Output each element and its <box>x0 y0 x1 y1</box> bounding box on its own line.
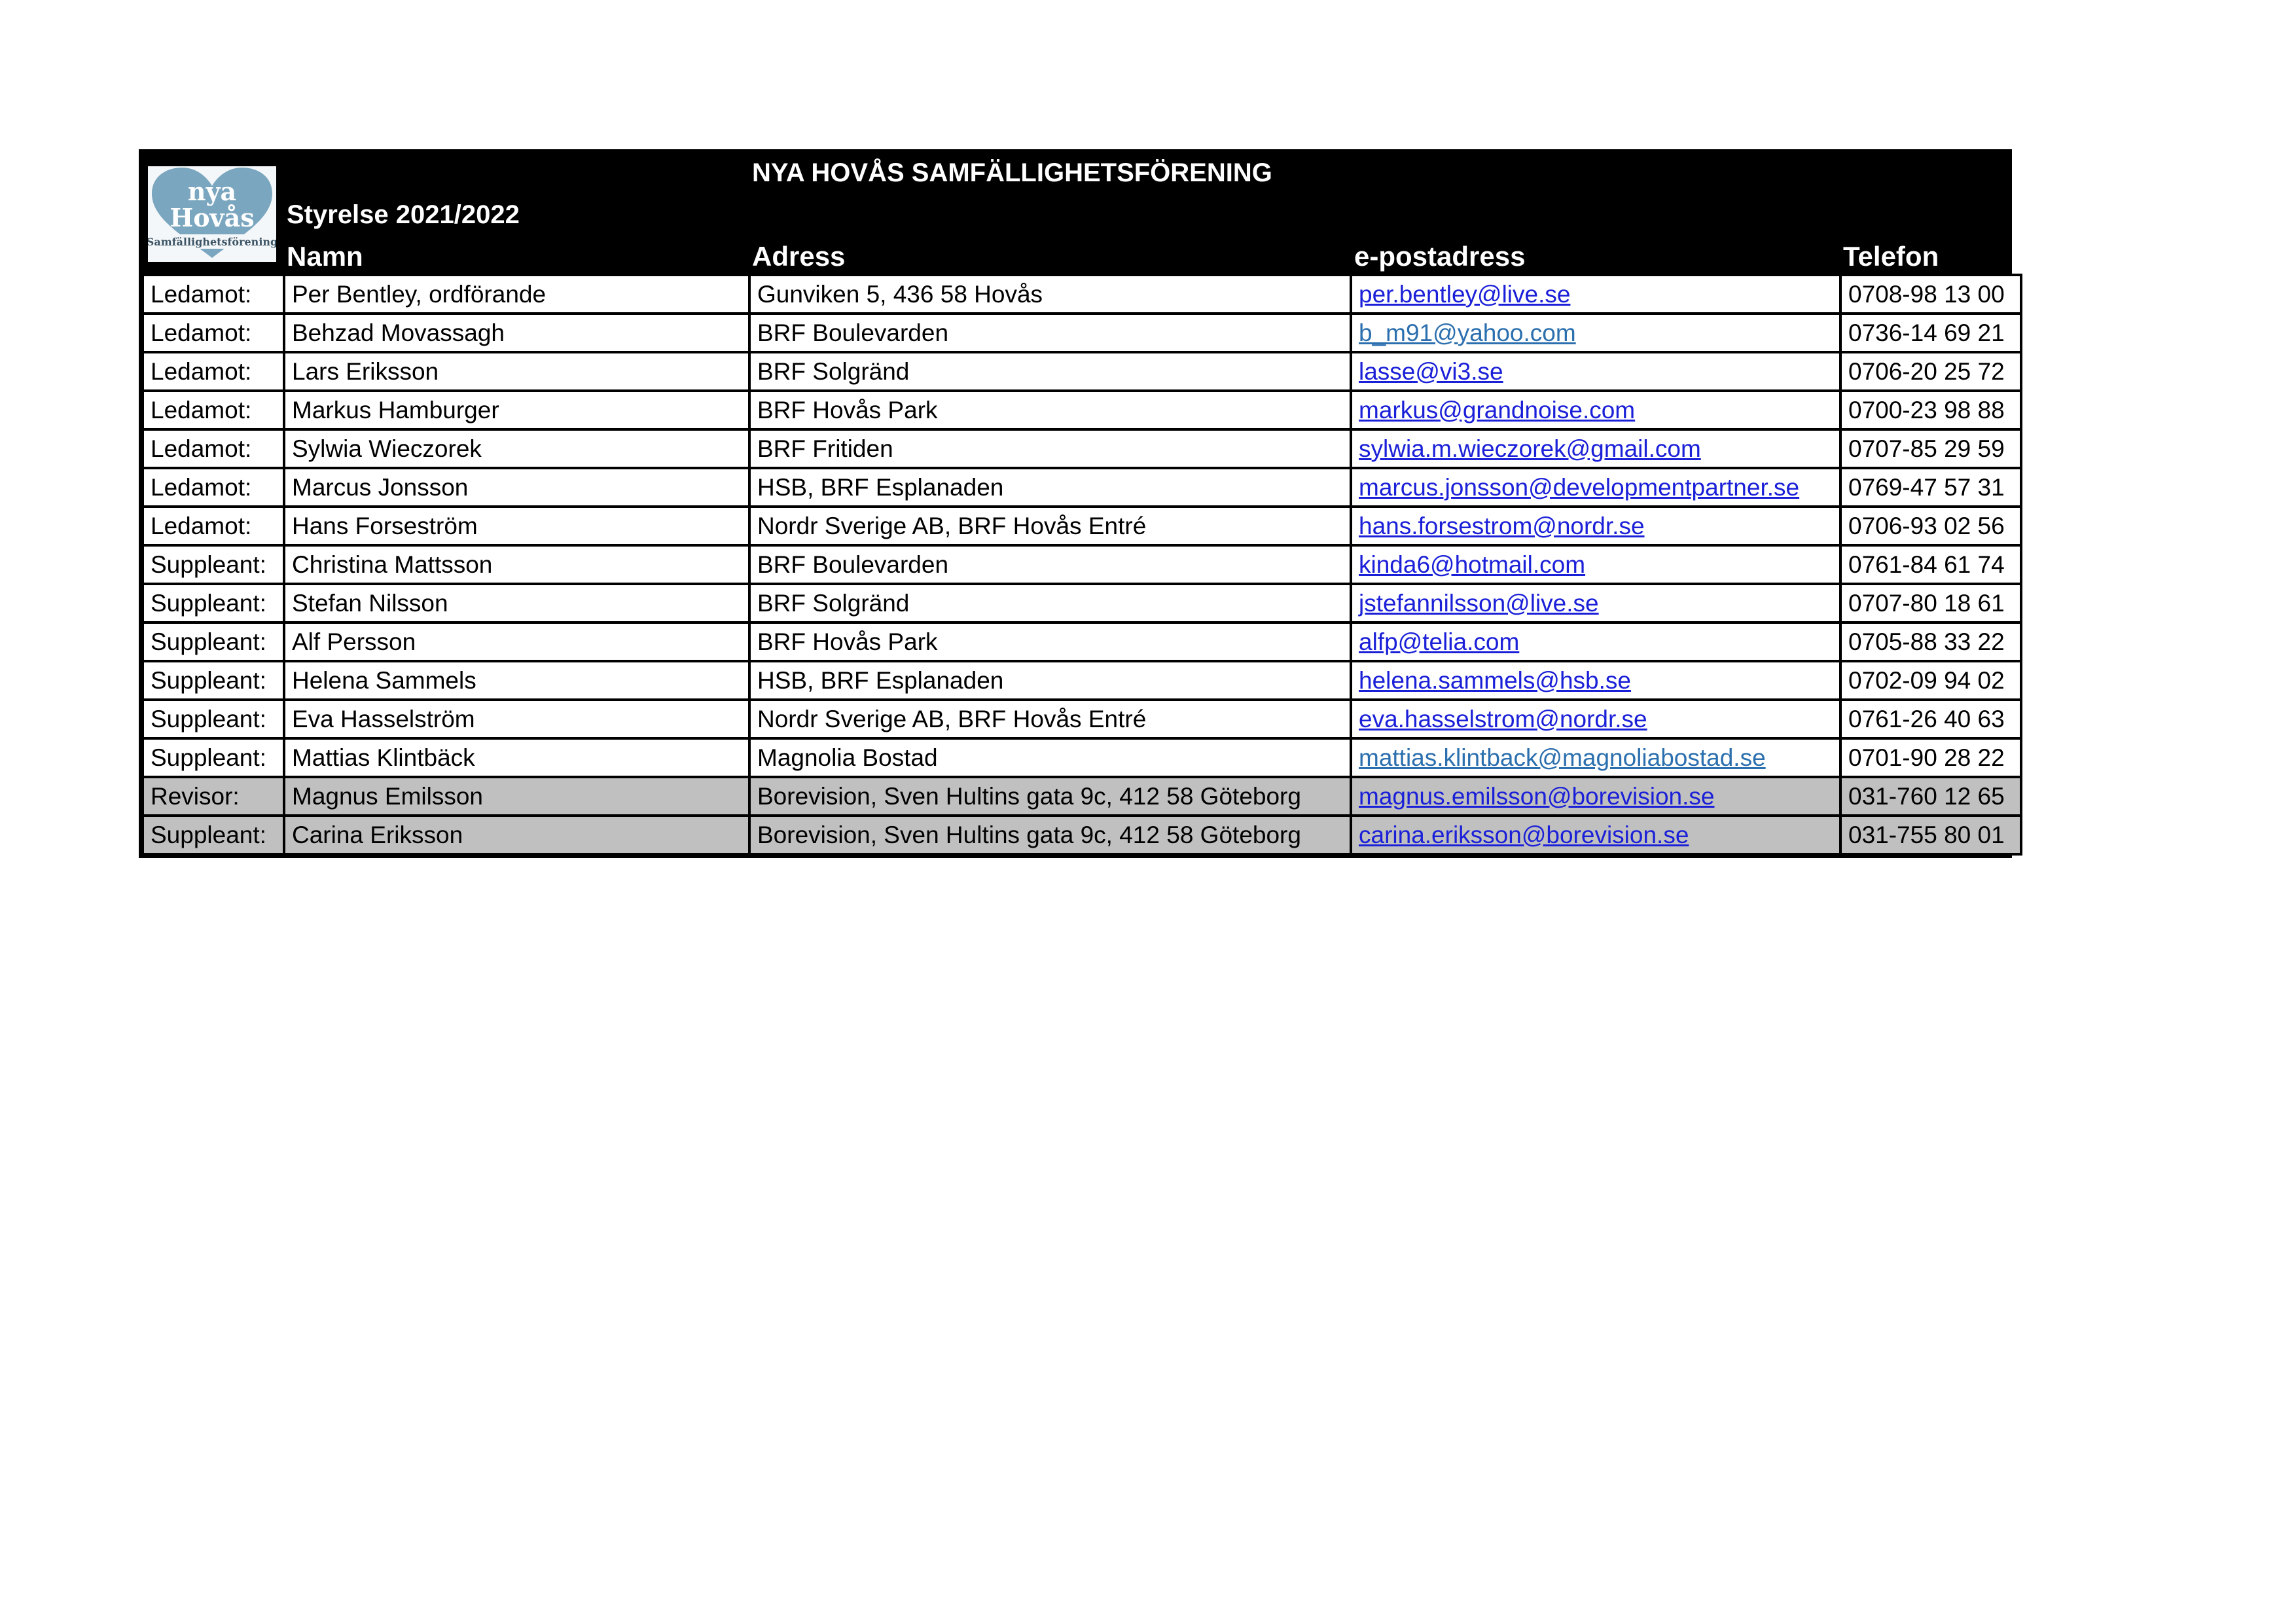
role-cell: Suppleant: <box>143 661 284 700</box>
address-cell: BRF Boulevarden <box>749 314 1351 352</box>
role-cell: Ledamot: <box>143 429 284 468</box>
phone-cell: 0702-09 94 02 <box>1840 661 2021 700</box>
address-cell: HSB, BRF Esplanaden <box>749 468 1351 507</box>
column-header-email: e-postadress <box>1354 241 1526 272</box>
email-link[interactable]: jstefannilsson@live.se <box>1351 584 1840 623</box>
role-cell: Ledamot: <box>143 314 284 352</box>
table-row <box>143 661 2021 700</box>
table-row <box>143 777 2021 816</box>
name-cell: Stefan Nilsson <box>284 584 749 623</box>
address-cell: HSB, BRF Esplanaden <box>749 661 1351 700</box>
role-cell: Ledamot: <box>143 391 284 429</box>
table-row <box>143 738 2021 777</box>
org-name: NYA HOVÅS SAMFÄLLIGHETSFÖRENING <box>752 158 1272 187</box>
heart-logo-icon <box>148 166 276 262</box>
phone-cell: 0707-80 18 61 <box>1840 584 2021 623</box>
name-cell: Carina Eriksson <box>284 816 749 854</box>
name-cell: Markus Hamburger <box>284 391 749 429</box>
phone-cell: 0708-98 13 00 <box>1840 275 2021 314</box>
table-row <box>143 468 2021 507</box>
email-link[interactable]: marcus.jonsson@developmentpartner.se <box>1351 468 1840 507</box>
address-cell: Nordr Sverige AB, BRF Hovås Entré <box>749 507 1351 545</box>
address-cell: Magnolia Bostad <box>749 738 1351 777</box>
table-row <box>143 275 2021 314</box>
phone-cell: 0736-14 69 21 <box>1840 314 2021 352</box>
role-cell: Ledamot: <box>143 468 284 507</box>
email-link[interactable]: lasse@vi3.se <box>1351 352 1840 391</box>
column-header-name: Namn <box>287 241 363 272</box>
sheet-header <box>141 152 2009 274</box>
table-row <box>143 545 2021 584</box>
table-row <box>143 584 2021 623</box>
role-cell: Ledamot: <box>143 507 284 545</box>
email-link[interactable]: hans.forsestrom@nordr.se <box>1351 507 1840 545</box>
role-cell: Ledamot: <box>143 275 284 314</box>
role-cell: Suppleant: <box>143 700 284 738</box>
table-row <box>143 507 2021 545</box>
phone-cell: 031-755 80 01 <box>1840 816 2021 854</box>
email-link[interactable]: helena.sammels@hsb.se <box>1351 661 1840 700</box>
name-cell: Christina Mattsson <box>284 545 749 584</box>
email-link[interactable]: alfp@telia.com <box>1351 623 1840 661</box>
email-link[interactable]: carina.eriksson@borevision.se <box>1351 816 1840 854</box>
address-cell: BRF Solgränd <box>749 352 1351 391</box>
name-cell: Mattias Klintbäck <box>284 738 749 777</box>
address-cell: BRF Hovås Park <box>749 391 1351 429</box>
column-header-address: Adress <box>752 241 846 272</box>
address-cell: BRF Fritiden <box>749 429 1351 468</box>
board-members-table <box>141 274 2022 856</box>
board-roster-sheet <box>139 149 2012 858</box>
name-cell: Marcus Jonsson <box>284 468 749 507</box>
table-row <box>143 391 2021 429</box>
address-cell: BRF Boulevarden <box>749 545 1351 584</box>
address-cell: BRF Hovås Park <box>749 623 1351 661</box>
email-link[interactable]: markus@grandnoise.com <box>1351 391 1840 429</box>
email-link[interactable]: eva.hasselstrom@nordr.se <box>1351 700 1840 738</box>
role-cell: Suppleant: <box>143 816 284 854</box>
phone-cell: 0761-26 40 63 <box>1840 700 2021 738</box>
role-cell: Suppleant: <box>143 545 284 584</box>
name-cell: Lars Eriksson <box>284 352 749 391</box>
name-cell: Magnus Emilsson <box>284 777 749 816</box>
phone-cell: 0707-85 29 59 <box>1840 429 2021 468</box>
email-link[interactable]: mattias.klintback@magnoliabostad.se <box>1351 738 1840 777</box>
email-link[interactable]: sylwia.m.wieczorek@gmail.com <box>1351 429 1840 468</box>
phone-cell: 031-760 12 65 <box>1840 777 2021 816</box>
table-row <box>143 314 2021 352</box>
logo-text-line3: Samfällighetsförening <box>148 236 276 248</box>
role-cell: Revisor: <box>143 777 284 816</box>
table-row <box>143 623 2021 661</box>
address-cell: Borevision, Sven Hultins gata 9c, 412 58 Göteborg <box>749 777 1351 816</box>
role-cell: Suppleant: <box>143 623 284 661</box>
name-cell: Eva Hasselström <box>284 700 749 738</box>
name-cell: Per Bentley, ordförande <box>284 275 749 314</box>
email-link[interactable]: per.bentley@live.se <box>1351 275 1840 314</box>
email-link[interactable]: kinda6@hotmail.com <box>1351 545 1840 584</box>
board-title: Styrelse 2021/2022 <box>287 200 520 229</box>
address-cell: BRF Solgränd <box>749 584 1351 623</box>
address-cell: Gunviken 5, 436 58 Hovås <box>749 275 1351 314</box>
email-link[interactable]: b_m91@yahoo.com <box>1351 314 1840 352</box>
logo-text-line2: Hovås <box>170 203 255 232</box>
phone-cell: 0769-47 57 31 <box>1840 468 2021 507</box>
email-link[interactable]: magnus.emilsson@borevision.se <box>1351 777 1840 816</box>
logo-text-line1: nya <box>187 177 237 206</box>
phone-cell: 0706-93 02 56 <box>1840 507 2021 545</box>
phone-cell: 0705-88 33 22 <box>1840 623 2021 661</box>
address-cell: Nordr Sverige AB, BRF Hovås Entré <box>749 700 1351 738</box>
phone-cell: 0761-84 61 74 <box>1840 545 2021 584</box>
name-cell: Hans Forseström <box>284 507 749 545</box>
address-cell: Borevision, Sven Hultins gata 9c, 412 58 Göteborg <box>749 816 1351 854</box>
association-logo <box>148 166 276 262</box>
phone-cell: 0701-90 28 22 <box>1840 738 2021 777</box>
table-row <box>143 700 2021 738</box>
role-cell: Suppleant: <box>143 584 284 623</box>
table-row <box>143 429 2021 468</box>
name-cell: Sylwia Wieczorek <box>284 429 749 468</box>
phone-cell: 0700-23 98 88 <box>1840 391 2021 429</box>
table-row <box>143 816 2021 854</box>
column-header-phone: Telefon <box>1843 241 1939 272</box>
name-cell: Behzad Movassagh <box>284 314 749 352</box>
role-cell: Ledamot: <box>143 352 284 391</box>
name-cell: Helena Sammels <box>284 661 749 700</box>
phone-cell: 0706-20 25 72 <box>1840 352 2021 391</box>
role-cell: Suppleant: <box>143 738 284 777</box>
table-row <box>143 352 2021 391</box>
name-cell: Alf Persson <box>284 623 749 661</box>
